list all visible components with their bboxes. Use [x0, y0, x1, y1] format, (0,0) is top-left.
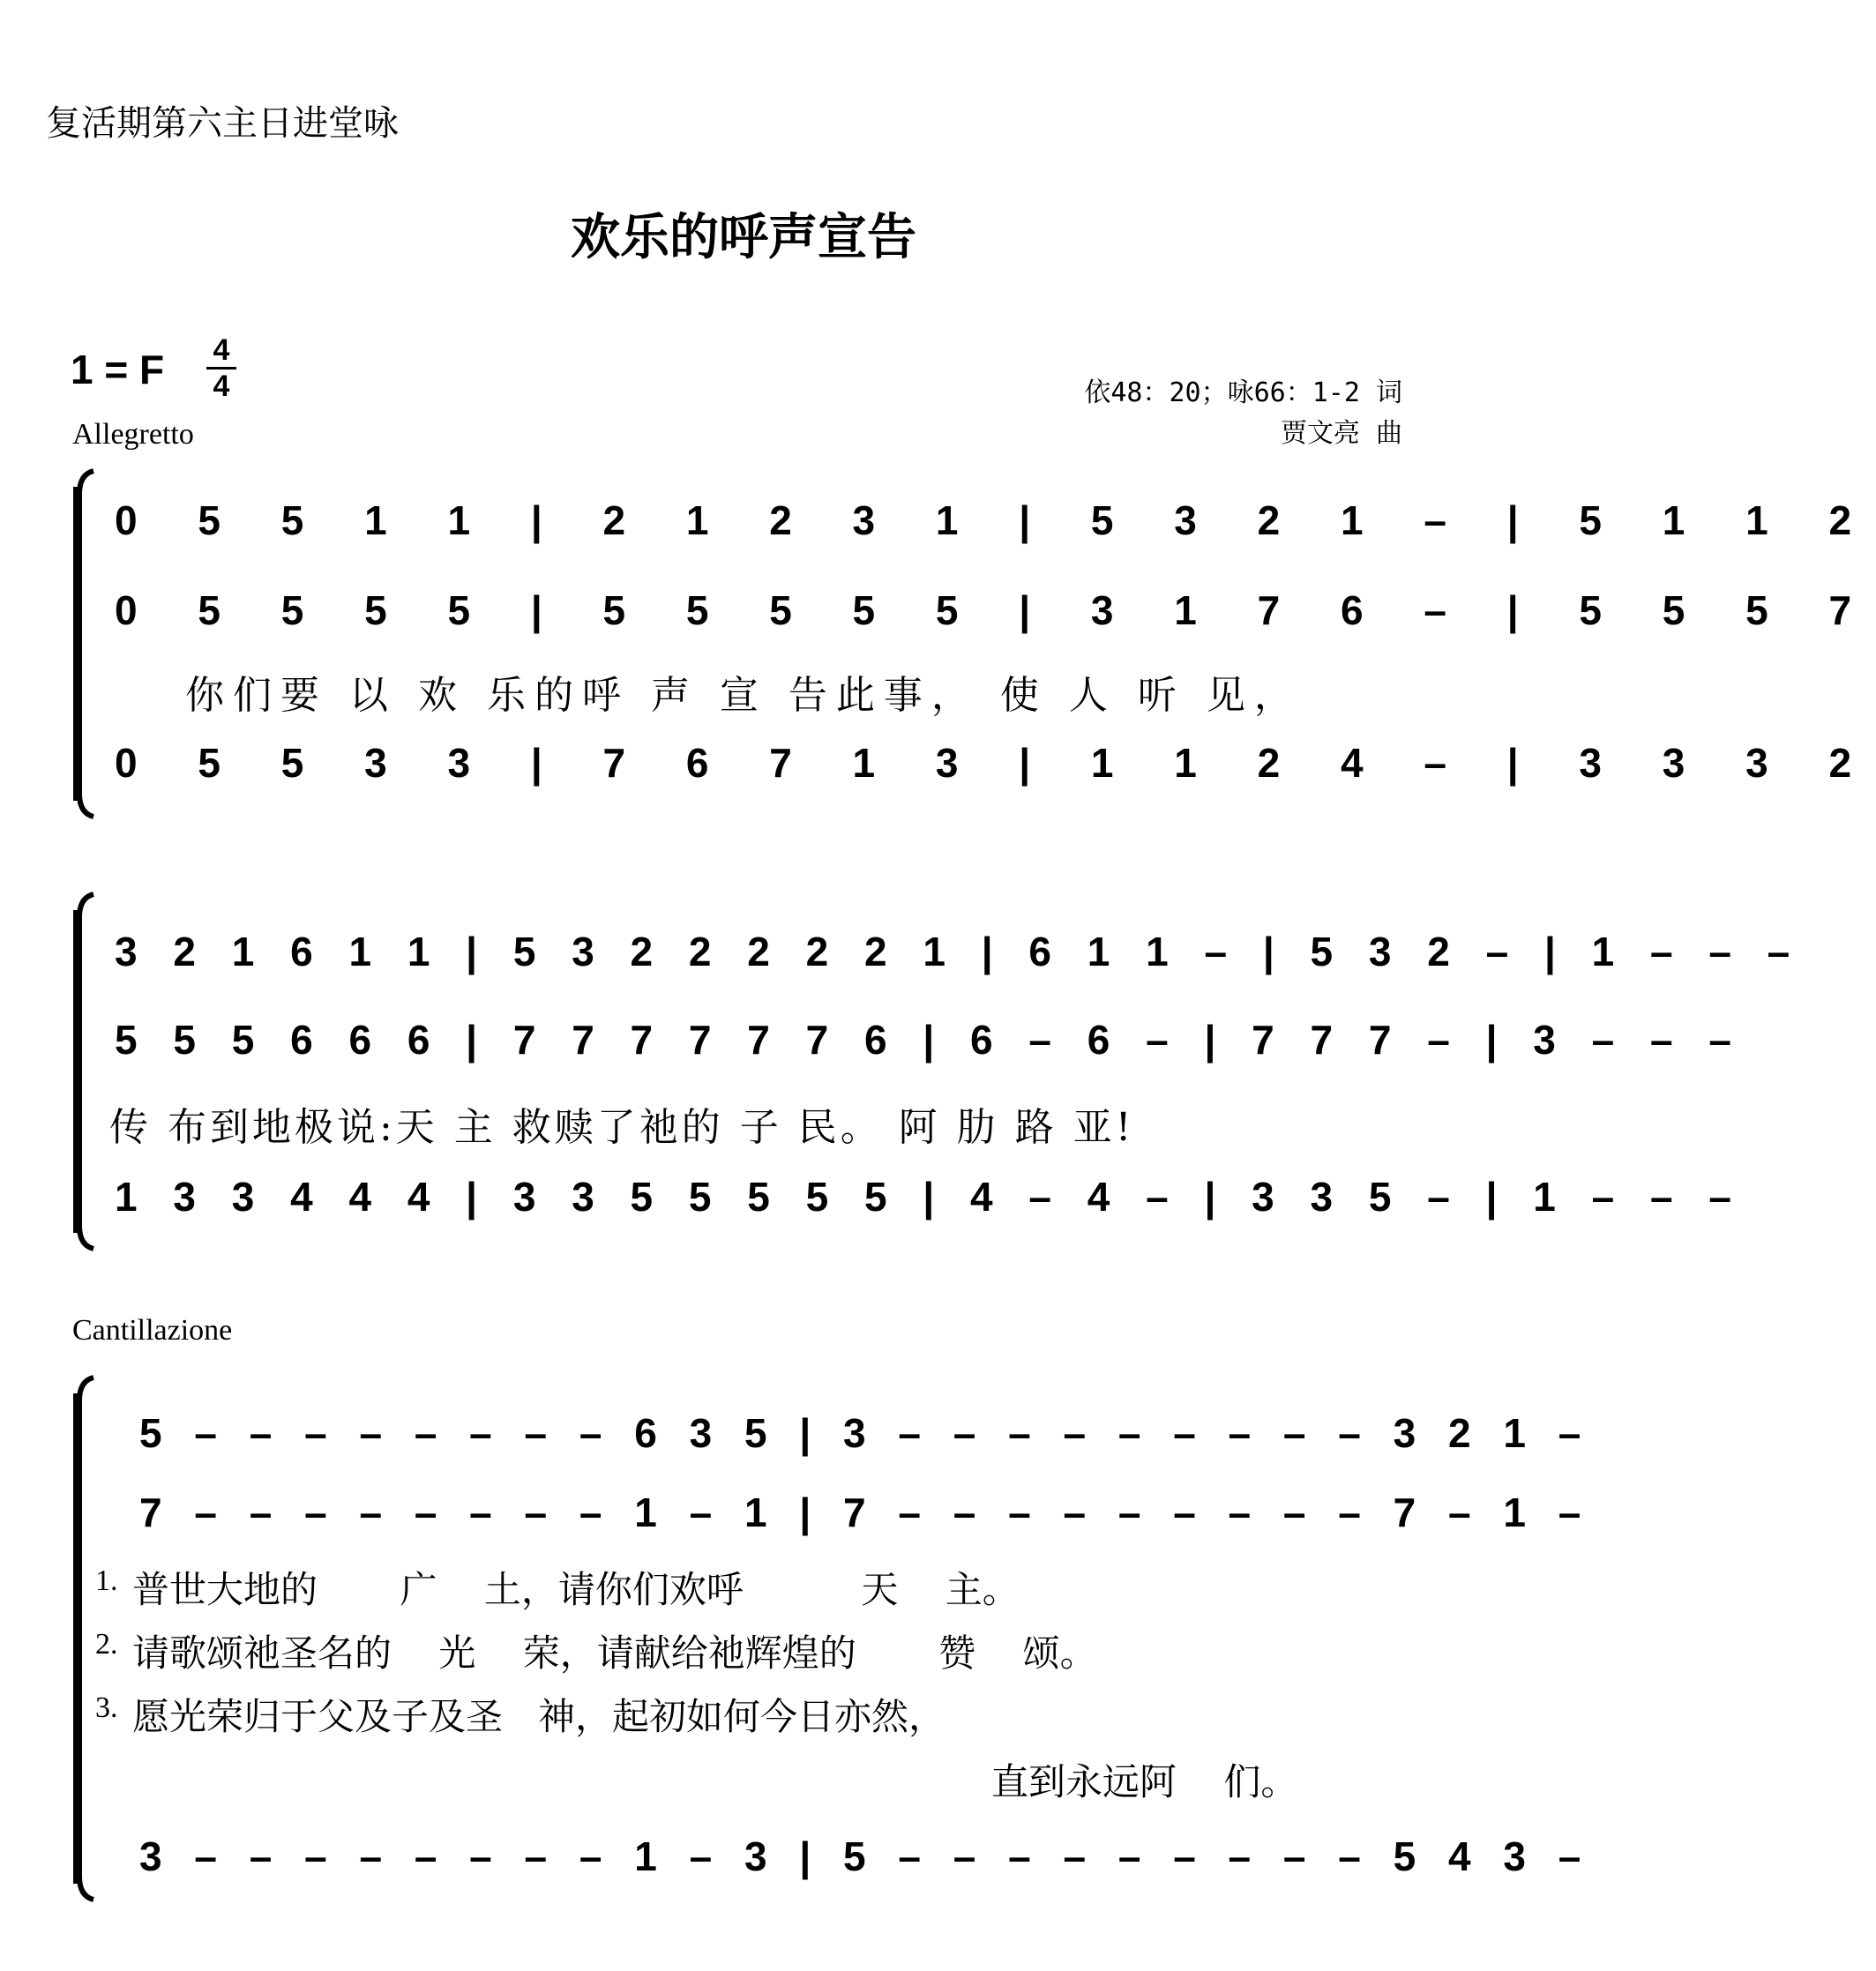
meter-bottom: 4	[213, 370, 230, 403]
soprano-line-2: 3 2 1 6 1 1 | 5 3 2 2 2 2 2 1 | 6 1 1 – | 5 3 2 – | 1 – – –	[115, 929, 1803, 974]
bass-line-2: 1 3 3 4 4 4 | 3 3 5 5 5 5 5 | 4 – 4 – | 3 3 5 – | 1 – – –	[115, 1174, 1744, 1220]
key-signature: 1 = F	[71, 347, 165, 392]
verse-1-number: 1.	[95, 1564, 118, 1597]
system-bracket-2	[71, 891, 101, 1252]
soprano-line-3: 5 – – – – – – – – 6 3 5 | 3 – – – – – – – – – 3 2 1 –	[139, 1410, 1592, 1456]
alto-line-3: 7 – – – – – – – – 1 – 1 | 7 – – – – – – – – – 7 – 1 –	[139, 1489, 1592, 1535]
bass-line-1: 0 5 5 3 3 | 7 6 7 1 3 | 1 1 2 4 – | 3 3 3 2	[115, 740, 1876, 786]
tempo-marking: Allegretto	[72, 418, 194, 451]
verse-3-lyrics: 愿光荣归于父及子及圣 神，起初如何今日亦然，	[132, 1695, 946, 1738]
bass-line-3: 3 – – – – – – – – 1 – 3 | 5 – – – – – – – – – 5 4 3 –	[139, 1833, 1592, 1879]
meter-top: 4	[213, 333, 230, 367]
system-bracket-1	[71, 467, 101, 820]
lyrics-credit: 依48：20；咏66：1-2 词	[1084, 377, 1402, 408]
song-title: 欢乐的呼声宣告	[571, 208, 916, 266]
page-kicker: 复活期第六主日进堂咏	[46, 103, 399, 144]
cantillazione-label: Cantillazione	[72, 1314, 233, 1347]
music-credit: 贾文亮 曲	[1280, 418, 1402, 449]
soprano-line-1: 0 5 5 1 1 | 2 1 2 3 1 | 5 3 2 1 – | 5 1 1 2	[115, 497, 1876, 543]
lyrics-line-2: 传 布到地极说:天 主 救赎了祂的 子 民。 阿 肋 路 亚!	[109, 1105, 1135, 1150]
verse-1-lyrics: 普世大地的 广 土，请你们欢呼 天 主。	[132, 1568, 1020, 1611]
lyrics-line-1: 你们要 以 欢 乐的呼 声 宣 告此事， 使 人 听 见，	[185, 673, 1302, 718]
verse-2-lyrics: 请歌颂祂圣名的 光 荣，请献给祂辉煌的 赞 颂。	[132, 1631, 1097, 1675]
alto-line-1: 0 5 5 5 5 | 5 5 5 5 5 | 3 1 7 6 – | 5 5 5 7	[115, 587, 1876, 633]
verse-3-lyrics-continued: 直到永远阿 们。	[991, 1760, 1298, 1803]
verse-2-number: 2.	[95, 1628, 118, 1661]
alto-line-2: 5 5 5 6 6 6 | 7 7 7 7 7 7 6 | 6 – 6 – | 7 7 7 – | 3 – – –	[115, 1017, 1744, 1063]
time-signature	[206, 335, 236, 401]
verse-3-number: 3.	[95, 1691, 118, 1724]
